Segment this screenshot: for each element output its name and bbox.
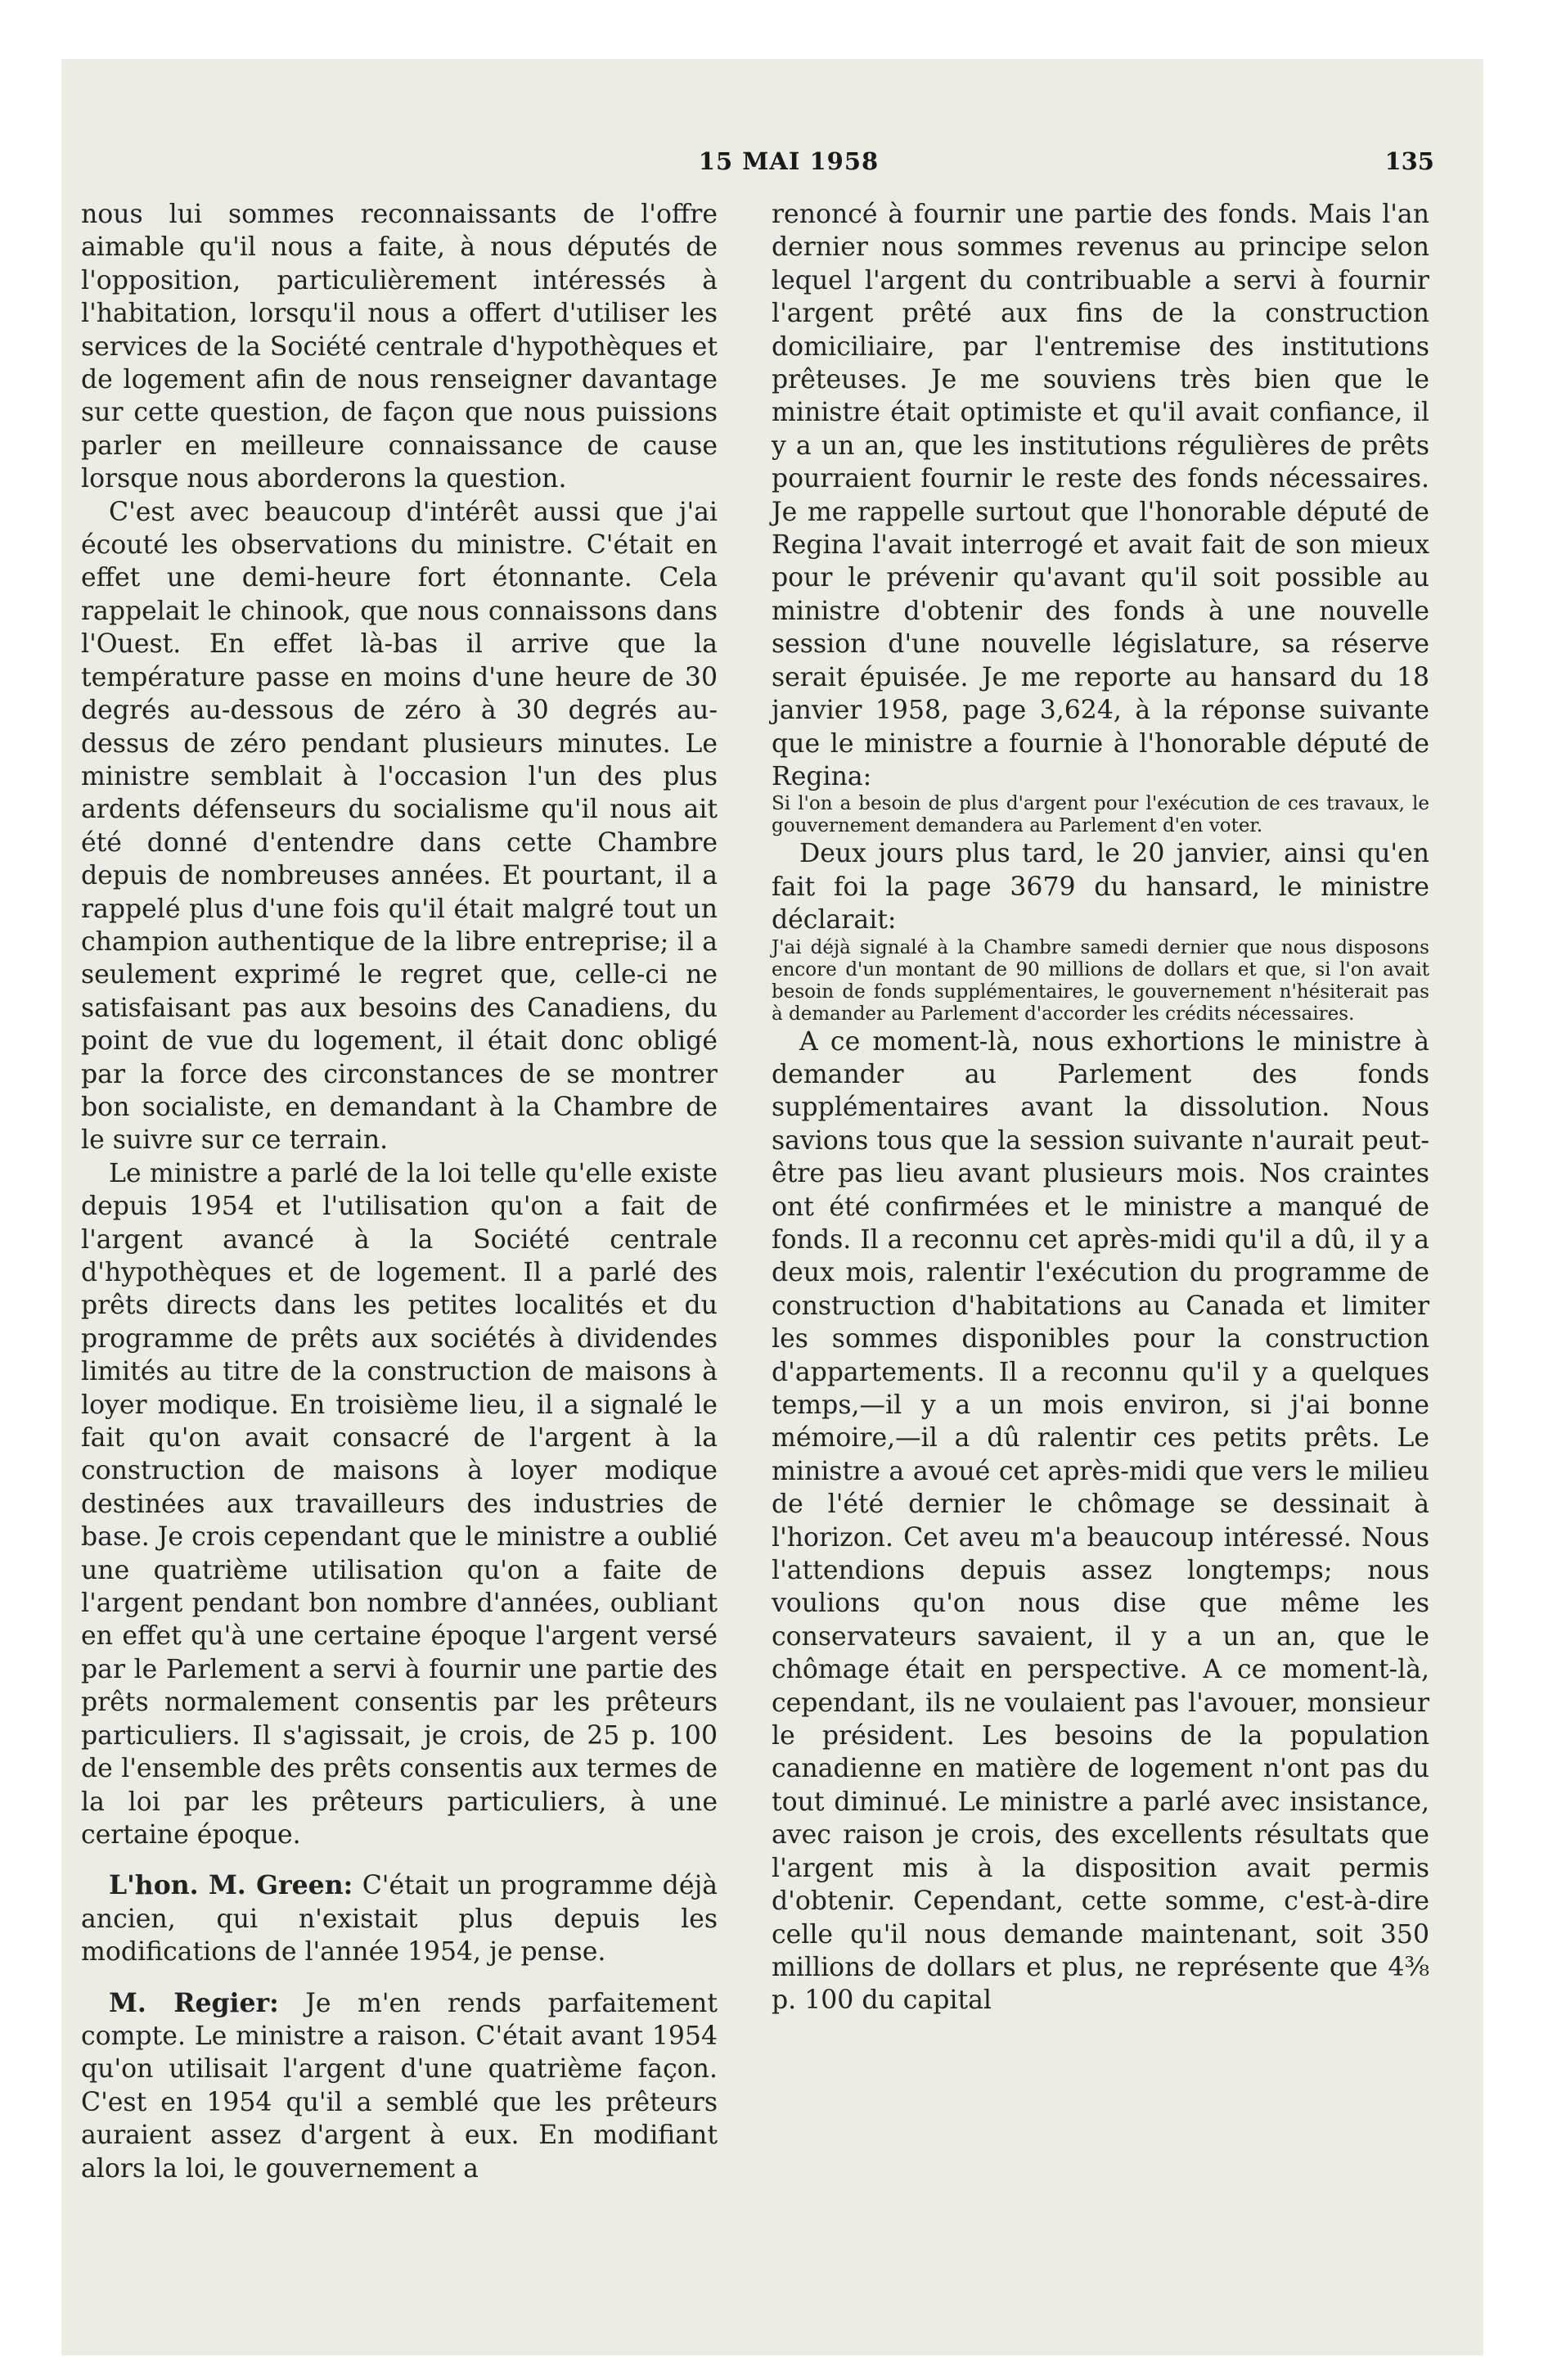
page-sheet	[61, 59, 1483, 2355]
speech-text: Je m'en rends parfaitement compte. Le ministre a raison. C'était avant 1954 qu'on utilisait l'argent d'une quatrième façon. C'est en 1954 qu'il a semblé que les prêteurs auraient assez d'argent à eux. En modifiant alors la loi, le gouvernement a	[81, 1988, 718, 2184]
speech-green	[81, 1869, 718, 1968]
right-column	[772, 198, 1429, 2017]
speech-regier	[81, 1987, 718, 2185]
paragraph: A ce moment-là, nous exhortions le ministre à demander au Parlement des fonds supplémentaires avant la dissolution. Nous savions tous que la session suivante n'aurait peut-être pas lieu avant plusieurs mois. Nos craintes ont été confirmées et le ministre a manqué de fonds. Il a reconnu cet après-midi qu'il a dû, il y a deux mois, ralentir l'exécution du programme de construction d'habitations au Canada et limiter les sommes disponibles pour la construction d'appartements. Il a reconnu qu'il y a quelques temps,—il y a un mois environ, si j'ai bonne mémoire,—il a dû ralentir ces petits prêts. Le ministre a avoué cet après-midi que vers le milieu de l'été dernier le chômage se dessinait à l'horizon. Cet aveu m'a beaucoup intéressé. Nous l'attendions depuis assez longtemps; nous voulions qu'on nous dise que même les conservateurs savaient, il y a un an, que le chômage était en perspective. A ce moment-là, cependant, ils ne voulaient pas l'avouer, monsieur le président. Les besoins de la population canadienne en matière de logement n'ont pas du tout diminué. Le ministre a parlé avec insistance, avec raison je crois, des excellents résultats que l'argent mis à la disposition avait permis d'obtenir. Cependant, cette somme, c'est-à-dire celle qu'il nous demande maintenant, soit 350 millions de dollars et plus, ne représente que 4⅜ p. 100 du capital	[772, 1026, 1429, 2016]
block-quote: J'ai déjà signalé à la Chambre samedi dernier que nous disposons encore d'un montant de 90 millions de dollars et que, si l'on avait besoin de fonds supplémentaires, le gouvernement n'hésiterait pas à demander au Parlement d'accorder les crédits nécessaires.	[772, 936, 1429, 1025]
page-content	[61, 59, 1483, 2355]
speaker-name: L'hon. M. Green:	[109, 1870, 353, 1901]
header-date: 15 MAI 1958	[698, 147, 880, 175]
speaker-name: M. Regier:	[109, 1987, 279, 2018]
paragraph: renoncé à fournir une partie des fonds. Mais l'an dernier nous sommes revenus au principe selon lequel l'argent du contribuable a servi à fournir l'argent prêté aux fins de la construction domiciliaire, par l'entremise des institutions prêteuses. Je me souviens très bien que le ministre était optimiste et qu'il avait confiance, il y a un an, que les institutions régulières de prêts pourraient fournir le reste des fonds nécessaires. Je me rappelle surtout que l'honorable député de Regina l'avait interrogé et avait fait de son mieux pour le prévenir qu'avant qu'il soit possible au ministre d'obtenir des fonds à une nouvelle session d'une nouvelle législature, sa réserve serait épuisée. Je me reporte au hansard du 18 janvier 1958, page 3,624, à la réponse suivante que le ministre a fournie à l'honorable député de Regina:	[772, 200, 1429, 791]
speech-text: C'était un programme déjà ancien, qui n'existait plus depuis les modifications de l'année 1954, je pense.	[81, 1871, 718, 1968]
paragraph: Le ministre a parlé de la loi telle qu'elle existe depuis 1954 et l'utilisation qu'on a fait de l'argent avancé à la Société centrale d'hypothèques et de logement. Il a parlé des prêts directs dans les petites localités et du programme de prêts aux sociétés à dividendes limités au titre de la construction de maisons à loyer modique. En troisième lieu, il a signalé le fait qu'on avait consacré de l'argent à la construction de maisons à loyer modique destinées aux travailleurs des industries de base. Je crois cependant que le ministre a oublié une quatrième utilisation qu'on a faite de l'argent pendant bon nombre d'années, oubliant en effet qu'à une certaine époque l'argent versé par le Parlement a servi à fournir une partie des prêts normalement consentis par les prêteurs particuliers. Il s'agissait, je crois, de 25 p. 100 de l'ensemble des prêts consentis aux termes de la loi par les prêteurs particuliers, à une certaine époque.	[81, 1158, 718, 1850]
paragraph: Deux jours plus tard, le 20 janvier, ainsi qu'en fait foi la page 3679 du hansard, le ministre déclarait:	[772, 839, 1429, 935]
left-column	[81, 198, 718, 2185]
block-quote: Si l'on a besoin de plus d'argent pour l'exécution de ces travaux, le gouvernement demandera au Parlement d'en voter.	[772, 793, 1429, 837]
paragraph: C'est avec beaucoup d'intérêt aussi que j'ai écouté les observations du ministre. C'était en effet une demi-heure fort étonnante. Cela rappelait le chinook, que nous connaissons dans l'Ouest. En effet là-bas il arrive que la température passe en moins d'une heure de 30 degrés au-dessous de zéro à 30 degrés au-dessus de zéro pendant plusieurs minutes. Le ministre semblait à l'occasion l'un des plus ardents défenseurs du socialisme qu'il nous ait été donné d'entendre dans cette Chambre depuis de nombreuses années. Et pourtant, il a rappelé plus d'une fois qu'il était malgré tout un champion authentique de la libre entreprise; il a seulement exprimé le regret que, celle-ci ne satisfaisant pas aux besoins des Canadiens, du point de vue du logement, il était donc obligé par la force des circonstances de se montrer bon socialiste, en demandant à la Chambre de le suivre sur ce terrain.	[81, 497, 718, 1156]
running-header	[143, 147, 1434, 185]
paragraph: nous lui sommes reconnaissants de l'offre aimable qu'il nous a faite, à nous députés de l'opposition, particulièrement intéressés à l'habitation, lorsqu'il nous a offert d'utiliser les services de la Société centrale d'hypothèques et de logement afin de nous renseigner davantage sur cette question, de façon que nous puissions parler en meilleure connaissance de cause lorsque nous aborderons la question.	[81, 200, 718, 494]
page-number: 135	[1384, 147, 1434, 175]
